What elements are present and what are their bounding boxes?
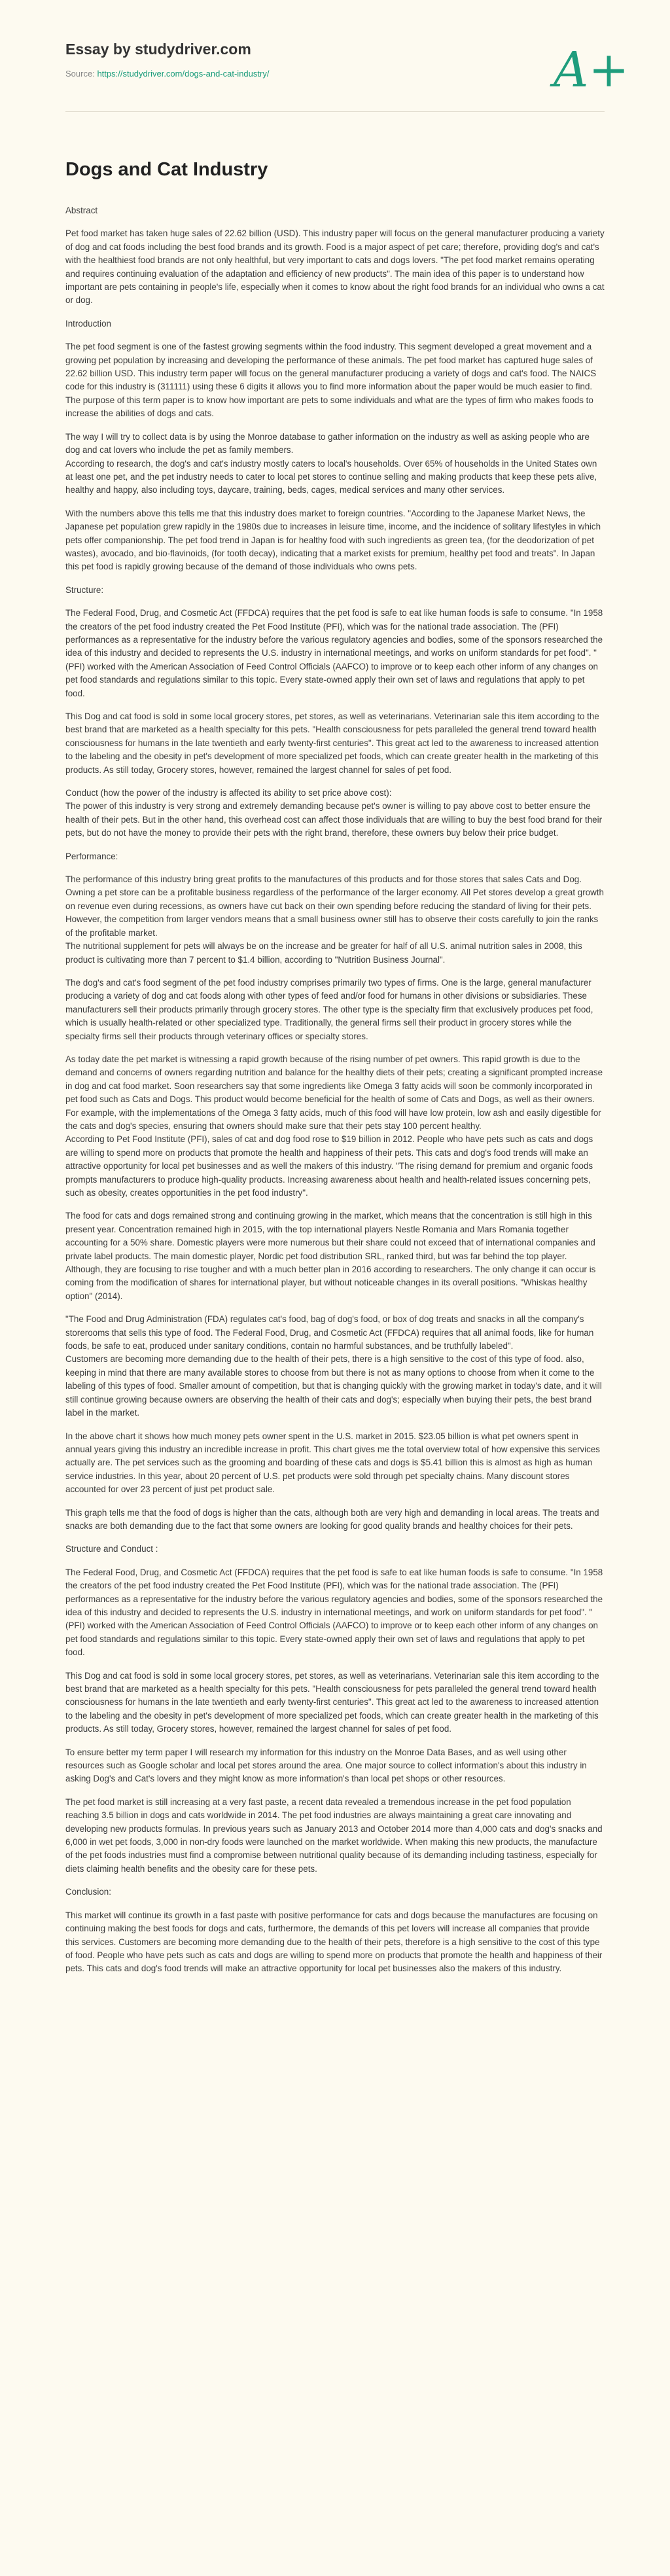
paragraph: The Federal Food, Drug, and Cosmetic Act (FFDCA) requires that the pet food is safe to eat like human foods is safe to consume. "In 1958 the creators of the pet food industry created the Pet Food Institute (PFI), which was for the national trade association. The (PFI) performances as a representative for the industry before the various regulatory agencies and bodies, some of the sponsors researched the idea of this industry and decided to represents the U.S. industry in international meetings, and work on uniform standards for pet food". "(PFI) worked with the American Association of Feed Control Officials (AAFCO) to improve or to keep each other inform of any changes on pet food standards and regulations similar to this topic. Every state-owned apply their own set of laws and regulations that apply to pet food. — [65, 1567, 603, 1658]
paragraph: With the numbers above this tells me that this industry does market to foreign countries. "According to the Japanese Market News, the Japanese pet population grew rapidly in the 1980s due to increases in leisure time, income, and the incidence of solitary lifestyles in which pets offer companionship. The pet food trend in Japan is for healthy food with such ingredients as green tea, (for the deodorization of pet wastes), avocado, and bio-flavinoids, (for tooth decay), indicating that a market exists for premium, healthy pet food and treats". In Japan this pet food is rapidly growing because of the demand of those individuals who owns pets. — [65, 508, 601, 572]
paragraph: The pet food market is still increasing at a very fast paste, a recent data revealed a tremendous increase in the pet food population reaching 3.5 billion in dogs and cats worldwide in 2014. The pet food industries are always maintaining a great care innovating and developing new products formulas. In previous years such as January 2013 and October 2014 more than 4,000 cats and dog's snacks and 6,000 in wet pet foods, 3,000 in non-dry foods were launched on the market worldwide. When making this new products, the manufacture of the pet foods industries must find a compromise between nutritional quality because of its demanding including tastiness, especially for diets claiming health benefits and the obesity care for these pets. — [65, 1797, 603, 1874]
section-heading: Structure and Conduct : — [65, 1544, 158, 1554]
site-title: Essay by studydriver.com — [65, 41, 251, 58]
paragraph: The Federal Food, Drug, and Cosmetic Act (FFDCA) requires that the pet food is safe to eat like human foods is safe to consume. "In 1958 the creators of the pet food industry created the Pet Food Institute (PFI), which was for the national trade association. The (PFI) performances as a representative for the industry before the various regulatory agencies and bodies, some of the sponsors researched the idea of this industry and decided to represents the U.S. industry in international meetings, and works on uniform standards for pet food". "(PFI) worked with the American Association of Feed Control Officials (AAFCO) to improve or to keep each other inform of any changes on pet food standards and regulations similar to this topic. Every state-owned apply their own set of laws and regulations that apply to pet food. — [65, 608, 603, 698]
page-title: Dogs and Cat Industry — [65, 159, 268, 180]
section-heading: Introduction — [65, 318, 111, 329]
paragraph: This graph tells me that the food of dogs is higher than the cats, although both are very high and demanding in local areas. The treats and snacks are both demanding due to the fact that some owners are looking for good quality brands and healthy choices for their pets. — [65, 1507, 599, 1531]
paragraph: The dog's and cat's food segment of the pet food industry comprises primarily two types of firms. One is the large, general manufacturer producing a variety of dog and cat foods along with other types of feed and/or food for humans in other divisions or subsidiaries. These manufacturers sell their products primarily through grocery stores. The other type is the specialty firm that exclusively produces pet food, which is usually health-related or other specialized type. Traditionally, the general firms sell their product in grocery stores while the specialty firms sell their products through veterinary offices or specialty stores. — [65, 977, 593, 1041]
logo-text: A+ — [554, 42, 629, 98]
paragraph: This market will continue its growth in a fast paste with positive performance for cats and dogs because the manufactures are focusing on continuing making the best foods for dogs and cats, furthermore, the demands of this pet lovers will increase all companies that provide this services. Customers are becoming more demanding due to the health of their pets, therefore is a high sensitive to the cost of this type of food. People who have pets such as cats and dogs are willing to spend more on products that promote the health and happiness of their pets. This cats and dog's food trends will make an attractive opportunity for local pet businesses also the makers of this industry. — [65, 1910, 603, 1974]
paragraph: In the above chart it shows how much money pets owner spent in the U.S. market in 2015. $23.05 billion is what pet owners spent in annual years giving this industry an incredible increase in profit. This chart gives me the total overview total of how expensive this services actually are. The pet services such as the grooming and boarding of these cats and dogs is $5.41 billion this is almost as high as human service industries. In this year, about 20 percent of U.S. pet products were sold through pet specialty chains. Many discount stores accounted for over 23 percent of just pet product sale. — [65, 1431, 600, 1495]
paragraph: The way I will try to collect data is by using the Monroe database to gather information on the industry as well as asking people who are dog and cat lovers who include the pet as family members. According to research, the dog's and cat's industry mostly caters to local's households. Over 65% of households in the United States own at least one pet, and the pet industry needs to cater to local pet stores to continue selling and making products that keep these pets alive, healthy and happy, also including toys, daycare, training, beds, cages, medical services and many other services. — [65, 431, 597, 495]
source-link[interactable]: https://studydriver.com/dogs-and-cat-industry/ — [97, 69, 270, 79]
paragraph: The performance of this industry bring great profits to the manufactures of this products and for those stores that sales Cats and Dog. Owning a pet store can be a profitable business regardless of the performance of the larger economy. All Pet stores develop a great growth on revenue even during recessions, as owners have cut back on their own spending before reducing the standard of living for their pets. However, the competition from larger vendors means that a small business owner still has to observe their costs carefully to join the ranks of the profitable market. The nutritional supplement for pets will always be on the increase and be greater for half of all U.S. animal nutrition sales in 2008, this product is cultivating more than 7 percent to $1.4 billion, according to "Nutrition Business Journal". — [65, 874, 604, 965]
paragraph: The pet food segment is one of the fastest growing segments within the food industry. This segment developed a great movement and a growing pet population by increasing and developing the performance of these animals. The pet food market has captured huge sales of 22.62 billion USD. This industry term paper will focus on the general manufacturer producing a variety of dogs and cat's food. The NAICS code for this industry is (311111) using these 6 digits it allows you to find more information about the paper would be much easier to find. The purpose of this term paper is to know how important are pets to some individuals and what are the types of firm who makes foods to increase the abilities of dogs and cats. — [65, 342, 597, 419]
page-header — [0, 0, 670, 111]
paragraph: The food for cats and dogs remained strong and continuing growing in the market, which means that the concentration is still high in this present year. Concentration remained high in 2015, with the top international players Nestle Romania and Mars Romania together accounting for a 50% share. Domestic players were more numerous but their share could not exceed that of international companies and private label products. The main domestic player, Nordic pet food distribution SRL, ranked third, but was far behind the top player. Although, they are focusing to rise tougher and with a much better plan in 2016 according to researchers. The only change it can occur is coming from the modification of shares for international player, but without noticeable changes in its overall positions. "Whiskas healthy option" (2014). — [65, 1211, 596, 1301]
source-label: Source: — [65, 69, 95, 79]
section-heading: Conclusion: — [65, 1887, 111, 1897]
source-line — [65, 69, 605, 79]
paragraph: As today date the pet market is witnessing a rapid growth because of the rising number of pet owners. This rapid growth is due to the demand and concerns of owners regarding nutrition and balance for the healthy diets of their pets; creating a significant prompted increase in dog and cat food market. Soon researchers say that some ingredients like Omega 3 fatty acids will soon be commonly incorporated in pet food such as Cats and Dogs. This product would become beneficial for the health of some of Cats and Dogs, as well as their owners. For example, with the implementations of the Omega 3 fatty acids, much of this food will have low protein, low ash and easily digestible for the cats and dog's species, ensuring that owners should make sure that their pets stay 100 percent healthy. According to Pet Food Institute (PFI), sales of cat and dog food rose to $19 billion in 2012. People who have pets such as cats and dogs are willing to spend more on products that promote the health and happiness of their pets. This cats and dog's food trends will make an attractive opportunity for local pet businesses and as well the makers of this industry. "The rising demand for premium and organic foods prompts manufacturers to produce high-quality products. Increasing awareness about health and health-related issues concerning pets, such as obesity, creates opportunities in the pet food industry". — [65, 1054, 603, 1198]
paragraph: This Dog and cat food is sold in some local grocery stores, pet stores, as well as veterinarians. Veterinarian sale this item according to the best brand that are marketed as a health specialty for this pets. "Health consciousness for pets paralleled the general trend toward health consciousness for humans in the late twentieth and early twenty-first centuries". This great act led to the awareness to increased attention to the labeling and the obesity in pet's development of more specialized pet foods, which can create greater health in the marketing of this products. As still today, Grocery stores, however, remained the largest channel for sales of pet food. — [65, 711, 599, 775]
section-heading: Structure: — [65, 584, 104, 595]
paragraph: Pet food market has taken huge sales of 22.62 billion (USD). This industry paper will focus on the general manufacturer producing a variety of dog and cat foods including the best food brands and its growth. Food is a major aspect of pet care; therefore, providing dog's and cat's with the healthiest food brands are not only healthful, but very important to cats and dogs lovers. "The pet food market remains operating and requires continuing evaluation of the adaptation and efficiency of new products". The main idea of this paper is to understand how important are pets containing in people's life, especially when it comes to know about the right food brands for an individual who owns a cat or dog. — [65, 228, 605, 306]
paragraph: "The Food and Drug Administration (FDA) regulates cat's food, bag of dog's food, or box of dog treats and snacks in all the company's storerooms that sells this type of food. The Federal Food, Drug, and Cosmetic Act (FFDCA) requires that all animal foods, like for human foods, be safe to eat, produced under sanitary conditions, contain no harmful substances, and be truthfully labeled". Customers are becoming more demanding due to the health of their pets, there is a high sensitive to the cost of this type of food. also, keeping in mind that there are many available stores to choose from but there is not as many options to choose from when it come to the labeling of this types of food. Smaller amount of competition, but that is changing quickly with the growing market in today's date, and it will still continue growing because owners are observing the health of their cats and dog's; especially when buying their pets, the best brand label in the market. — [65, 1314, 602, 1418]
paragraph: This Dog and cat food is sold in some local grocery stores, pet stores, as well as veterinarians. Veterinarian sale this item according to the best brand that are marketed as a health specialty for this pets. "Health consciousness for pets paralleled the general trend toward health consciousness for humans in the late twentieth and early twenty-first centuries". This great act led to the awareness to increased attention to the labeling and the obesity in pet's development of more specialized pet foods, which can create greater health in the marketing of this products. As still today, Grocery stores, however, remained the largest channel for sales of pet food. — [65, 1670, 599, 1734]
section-heading: Abstract — [65, 206, 98, 215]
section-heading: Performance: — [65, 851, 118, 861]
a-plus-logo-icon[interactable] — [551, 41, 629, 98]
article — [0, 112, 670, 1976]
article-body — [65, 204, 605, 1976]
paragraph: Conduct (how the power of the industry is affected its ability to set price above cost): The power of this industry is very strong and extremely demanding because pet's owner is willing to pay above cost to better ensure the health of their pets. But in the other hand, this overhead cost can affect those individuals that are willing to buy the best food brand for their pets, but do not have the money to provide their pets with the right brand, therefore, these owners buy below their price budget. — [65, 788, 603, 838]
paragraph: To ensure better my term paper I will research my information for this industry on the Monroe Data Bases, and as well using other resources such as Google scholar and local pet stores around the area. One major source to collect information's about this industry in asking Dog's and Cat's lovers and they might know as more information's than local pet shops or other resources. — [65, 1747, 587, 1784]
